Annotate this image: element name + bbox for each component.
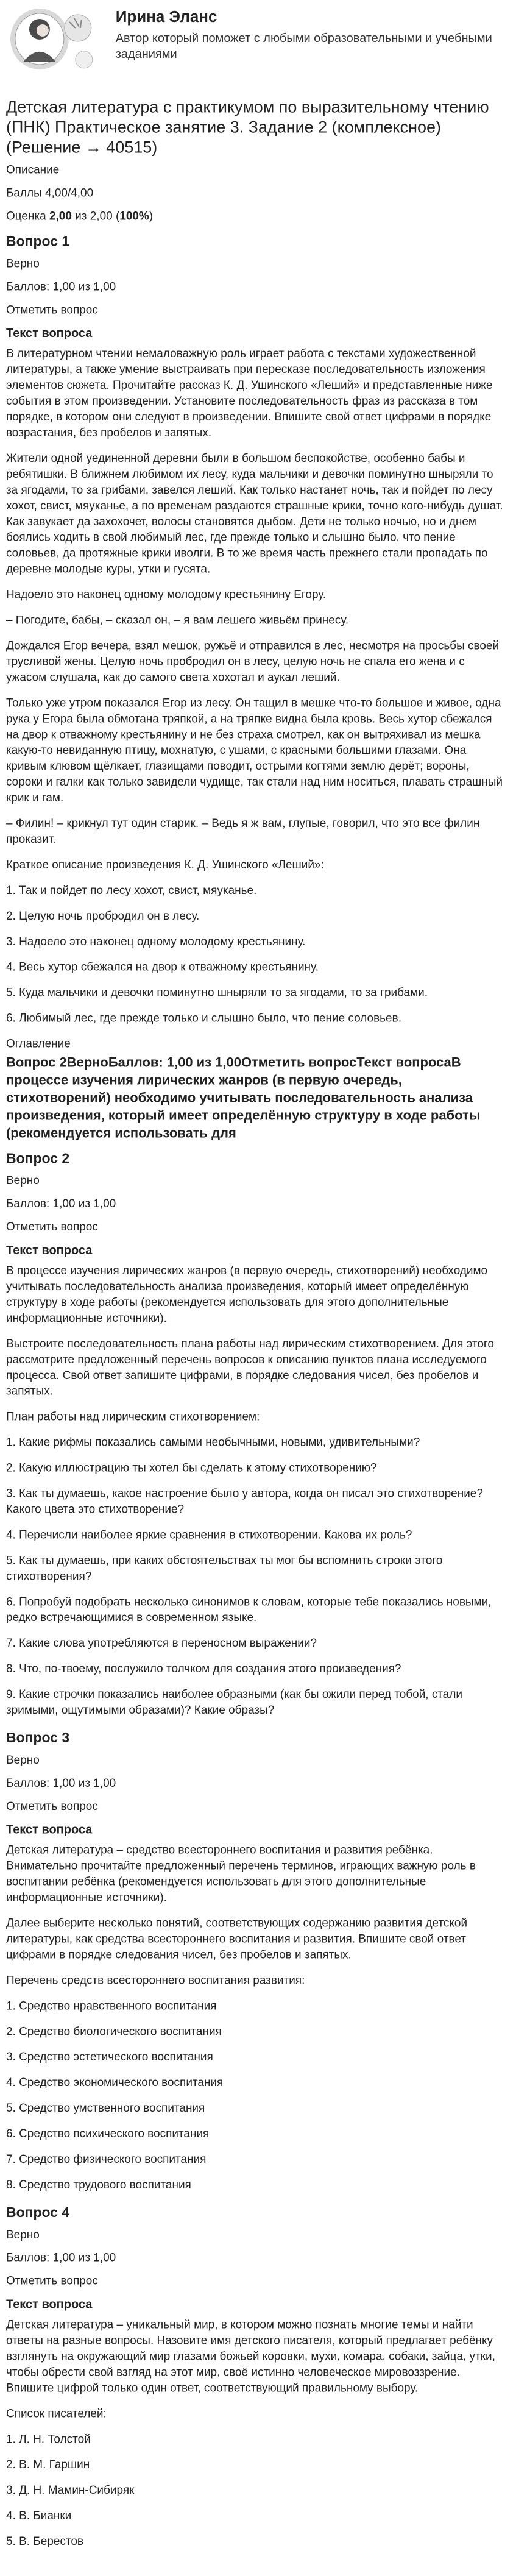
list-item: 7. Средство физического воспитания [5, 2152, 207, 2166]
question-text-label: Текст вопроса [5, 327, 93, 341]
list-item: 3. Средство эстетического воспитания [5, 2051, 213, 2064]
toc-entry-link[interactable]: Вопрос 2ВерноБаллов: 1,00 из 1,00Отметить вопросТекст вопросаВ процессе изучения лирических жанров (в первую очередь, стихотворений) необходимо учитывать последовательность анализа произведения, который имеет определённую структуру в ходе работы (рекомендуется использовать для [5, 1054, 481, 1141]
option-list [6, 2432, 506, 2550]
list-item: 6. Любимый лес, где прежде только и слышно было, что пение соловьев. [5, 1012, 401, 1025]
list-item: 1. Так и пойдет по лесу хохот, свист, мяуканье. [5, 884, 257, 897]
question-text-label: Текст вопроса [5, 1244, 93, 1258]
grade-prefix: Оценка [5, 210, 49, 223]
list-item: 3. Как ты думаешь, какое настроение было у автора, когда он писал это стихотворение? Какого цвета это стихотворение? [5, 1487, 483, 1516]
list-item: 6. Попробуй подобрать несколько синонимов к словам, которые тебе показались новыми, редко встречающимися в современном языке. [5, 1595, 492, 1625]
question-title: Вопрос 2 [5, 1150, 70, 1166]
question-title: Вопрос 4 [5, 2204, 70, 2220]
story-paragraph: – Погодите, бабы, – сказал он, – я вам лешего живьём принесу. [5, 614, 349, 627]
question-4 [6, 2203, 506, 2550]
list-intro: План работы над лирическим стихотворением: [5, 1410, 260, 1424]
option-list [6, 1998, 506, 2193]
question-paragraph: Детская литература – средство всестороннего воспитания и развития ребёнка. Внимательно прочитайте предложенный перечень терминов, играющих важную роль в воспитании ребёнка (рекомендуется использовать для этого дополнительные информационные источники). [5, 1843, 476, 1904]
list-item: 4. Перечисли наиболее яркие сравнения в стихотворении. Какова их роль? [5, 1528, 412, 1542]
list-item: 1. Средство нравственного воспитания [5, 1999, 217, 2013]
list-item: 6. Средство психического воспитания [5, 2127, 210, 2141]
grade-line [6, 209, 506, 225]
list-item: 4. Средство экономического воспитания [5, 2076, 224, 2090]
question-1 [6, 232, 506, 1026]
author-name: Ирина Эланс [115, 7, 217, 26]
option-list [6, 1435, 506, 1719]
list-item: 1. Л. Н. Толстой [5, 2433, 91, 2446]
flag-question-link[interactable]: Отметить вопрос [5, 1221, 98, 1234]
question-paragraph: Далее выберите несколько понятий, соответствующих содержанию развития детской литературы, как средства всестороннего воспитания и развития. Впишите свой ответ цифрами в порядке следования чисел, без пробелов и запятых. [5, 1917, 468, 1962]
flag-question-link[interactable]: Отметить вопрос [5, 303, 98, 317]
question-text-label: Текст вопроса [5, 2297, 93, 2312]
list-item: 4. В. Бианки [5, 2510, 72, 2523]
page-title: Детская литература с практикумом по выразительному чтению (ПНК) Практическое занятие 3. Задание 2 (комплексное) (Решение → 40515) [5, 98, 489, 157]
list-item: 5. Средство умственного воспитания [5, 2102, 205, 2115]
question-points: Баллов: 1,00 из 1,00 [5, 2251, 116, 2265]
question-text-label: Текст вопроса [5, 1823, 93, 1837]
question-points: Баллов: 1,00 из 1,00 [5, 280, 116, 294]
table-of-contents [6, 1037, 506, 1142]
score-line: Баллы 4,00/4,00 [5, 186, 94, 200]
list-item: 8. Что, по-твоему, послужило толчком для создания этого произведения? [5, 1662, 401, 1676]
list-item: 2. Какую иллюстрацию ты хотел бы сделать к этому стихотворению? [5, 1461, 377, 1475]
question-points: Баллов: 1,00 из 1,00 [5, 1198, 116, 1211]
question-paragraph: Выстроите последовательность плана работы над лирическим стихотворением. Для этого рассмотрите предложенный перечень вопросов к описанию пунктов плана исследуемого процесса. Свой ответ запишите цифрами, в порядке следования чисел, без пробелов и запятых. [5, 1337, 494, 1398]
attempt-summary [6, 163, 506, 225]
question-paragraph: В процессе изучения лирических жанров (в первую очередь, стихотворений) необходимо учитывать последовательность анализа произведения, который имеет определённую структуру в ходе работы (рекомендуется использовать для этого дополнительные информационные источники). [5, 1265, 488, 1325]
grade-percent: 100% [119, 210, 149, 223]
list-item: 8. Средство трудового воспитания [5, 2178, 191, 2191]
list-item: 2. В. М. Гаршин [5, 2458, 90, 2472]
question-status: Верно [5, 1753, 40, 1767]
author-card [6, 0, 506, 88]
list-item: 3. Надоело это наконец одному молодому крестьянину. [5, 935, 306, 948]
list-item: 5. В. Берестов [5, 2535, 83, 2549]
toc-label: Оглавление [5, 1037, 71, 1051]
story-paragraph: Только уже утром показался Егор из лесу. Он тащил в мешке что-то большое и живое, одна рука у Егора была обмотана тряпкой, а на тряпке видна была кровь. Весь хутор сбежался на двор к отважному крестьянину и не без страха смотрел, как он вытряхивал из мешка какую-то невиданную птицу, мохнатую, с ушами, с красными большими глазами. Она кривым клювом щёлкает, глазищами поводит, острыми когтями землю дерёт; вороны, сороки и галки как только завидели чудище, так стали над ним носиться, плавать страшный крик и гам. [5, 697, 503, 805]
question-title: Вопрос 3 [5, 1729, 70, 1745]
question-status: Верно [5, 1174, 40, 1188]
grade-middle: из 2,00 ( [71, 210, 120, 223]
list-intro: Список писателей: [5, 2407, 107, 2421]
question-2 [6, 1149, 506, 1719]
list-intro: Краткое описание произведения К. Д. Ушинского «Леший»: [5, 858, 324, 871]
question-3 [6, 1728, 506, 2193]
flag-question-link[interactable]: Отметить вопрос [5, 1800, 98, 1813]
list-item: 3. Д. Н. Мамин-Сибиряк [5, 2484, 135, 2497]
flag-question-link[interactable]: Отметить вопрос [5, 2274, 98, 2288]
story-paragraph: – Филин! – крикнул тут один старик. – Ведь я ж вам, глупые, говорил, что это все филин проказит. [5, 817, 480, 846]
question-paragraph: В литературном чтении немаловажную роль играет работа с текстами художественной литературы, а также умение выстраивать при пересказе последовательность изложения элементов сюжета. Прочитайте рассказ К. Д. Ушинского «Леший» и представленные ниже события в этом произведении. Установите последовательность фраз из рассказа в том порядке, в котором они следуют в произведении. Впишите свой ответ цифрами в порядке возрастания, без пробелов и запятых. [5, 347, 493, 439]
list-item: 5. Куда мальчики и девочки поминутно шныряли то за ягодами, то за грибами. [5, 986, 428, 999]
list-intro: Перечень средств всестороннего воспитания развития: [5, 1974, 305, 1987]
list-item: 4. Весь хутор сбежался на двор к отважному крестьянину. [5, 960, 319, 974]
list-item: 7. Какие слова употребляются в переносном выражении? [5, 1637, 317, 1650]
list-item: 1. Какие рифмы показались самыми необычными, новыми, удивительными? [5, 1436, 420, 1449]
story-paragraph: Жители одной уединенной деревни были в большом беспокойстве, особенно бабы и ребятишки. В ближнем любимом их лесу, куда мальчики и девочки поминутно шныряли то за ягодами, то за грибами, завелся леший. Как только настанет ночь, так и пойдет по лесу хохот, свист, мяуканье, а по временам раздаются страшные крики, точно кого-нибудь душат. Как завукает да захохочет, волосы становятся дыбом. Дети не только ночью, но и днем боялись ходить в свой любимый лес, где прежде только и слышно было, что пение соловьев, да протяжные крики иволги. В то же время часть прежнего стали пропадать по деревне молодые куры, утки и гусята. [5, 452, 503, 576]
grade-suffix: ) [149, 210, 154, 223]
option-list [6, 883, 506, 1027]
list-item: 5. Как ты думаешь, при каких обстоятельствах ты мог бы вспомнить строки этого стихотворения? [5, 1554, 443, 1583]
list-item: 2. Средство биологического воспитания [5, 2025, 222, 2038]
list-item: 9. Какие строчки показались наиболее образными (как бы ожили перед тобой, стали зримыми, ощутимыми образами)? Какие образы? [5, 1688, 463, 1717]
story-paragraph: Дождался Егор вечера, взял мешок, ружьё и отправился в лес, несмотря на просьбы своей трусливой жены. Целую ночь пробродил он в лесу, целую ночь не спала его жена и с ужасом слушала, как до самого света хохотал и аукал леший. [5, 639, 500, 684]
author-avatar [6, 4, 97, 77]
question-status: Верно [5, 2228, 40, 2241]
list-item: 2. Целую ночь пробродил он в лесу. [5, 909, 200, 923]
question-status: Верно [5, 257, 40, 271]
story-paragraph: Надоело это наконец одному молодому крестьянину Егору. [5, 588, 327, 601]
author-description: Автор который поможет с любыми образовательными и учебными заданиями [115, 31, 492, 61]
description-label: Описание [5, 163, 60, 177]
question-paragraph: Детская литература – уникальный мир, в котором можно познать многие темы и найти ответы на разные вопросы. Назовите имя детского писателя, который предлагает ребёнку взглянуть на окружающий мир глазами божьей коровки, мухи, комара, собаки, зайца, утки, чтобы обрести свой взгляд на этот мир, своё истинно человеческое мировоззрение. Впишите цифрой только один ответ, соответствующий правильному выбору. [5, 2318, 495, 2395]
question-points: Баллов: 1,00 из 1,00 [5, 1776, 116, 1790]
grade-value: 2,00 [49, 210, 72, 223]
question-title: Вопрос 1 [5, 233, 70, 249]
